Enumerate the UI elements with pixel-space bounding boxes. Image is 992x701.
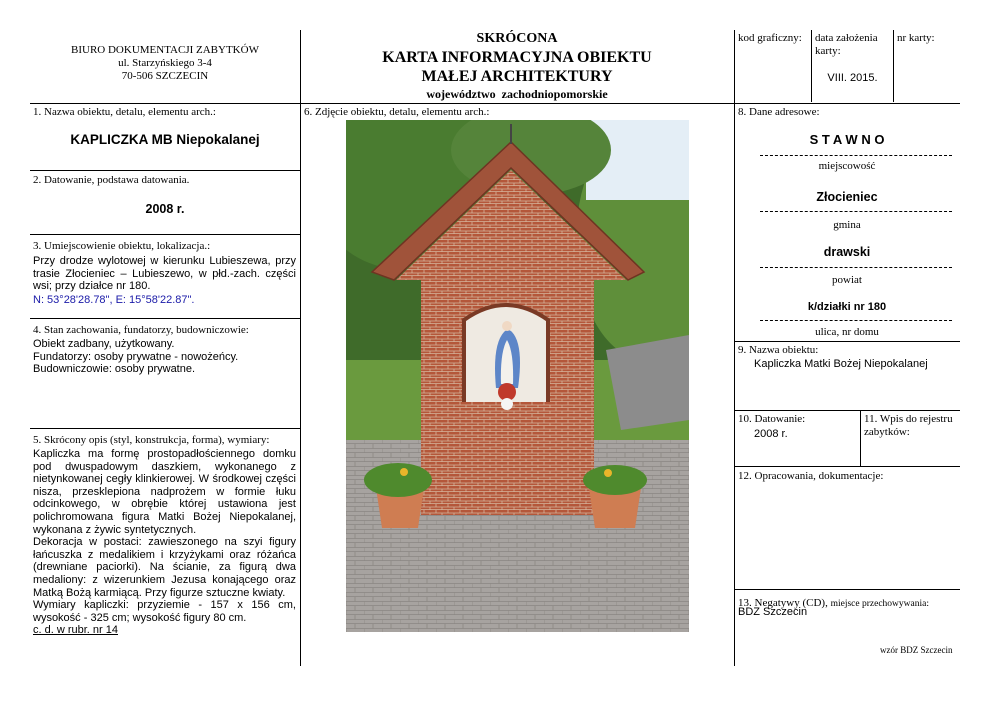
powiat-caption: powiat <box>832 274 862 286</box>
powiat-dash <box>760 267 952 268</box>
left-line-1 <box>30 170 300 171</box>
object-name-full: Kapliczka Matki Bożej Niepokalanej <box>754 358 928 370</box>
plant-right <box>583 465 647 495</box>
s13-label-main: 13. Negatywy (CD), <box>738 597 831 609</box>
office-city: 70-506 SZCZECIN <box>121 70 209 82</box>
chapel-photo <box>346 120 689 632</box>
left-line-4 <box>30 428 300 429</box>
card-number-label: nr karty: <box>897 32 935 44</box>
description-para-1: Kapliczka ma formę prostopadłościennego domku pod dwuspadowym daszkiem, wykonanego z nietynkowanej cegły klinkierowej. W środkowej części nisza, przesklepiona nadprożem w formie łuku odcinkowego, w obrębie której ustawiona jest polichromowana figura Matki Bożej Niepokalanej, wykonana z żywic syntetycznych. <box>33 448 296 536</box>
negatives-location: BDZ Szczecin <box>738 606 808 618</box>
madonna-head <box>502 321 512 331</box>
s8-label: 8. Dane adresowe: <box>738 106 820 118</box>
office-block <box>30 44 300 83</box>
flower-left <box>400 468 408 476</box>
street-caption: ulica, nr domu <box>815 326 879 338</box>
gmina-name: Złocieniec <box>816 190 878 204</box>
s9-label: 9. Nazwa obiektu: <box>738 344 819 356</box>
divider-right <box>734 30 735 666</box>
s1-label: 1. Nazwa obiektu, detalu, elementu arch.: <box>33 106 216 118</box>
office-street: ul. Starzyńskiego 3-4 <box>118 57 212 69</box>
left-line-2 <box>30 234 300 235</box>
s4-label: 4. Stan zachowania, fundatorzy, budowniczowie: <box>33 324 249 336</box>
gmina-caption: gmina <box>833 219 861 231</box>
s13-label-sub: miejsce przechowywania: <box>830 599 929 609</box>
description-block <box>33 448 296 637</box>
description-para-3: Wymiary kapliczki: przyziemie - 157 x 156 cm, wysokość - 325 cm; wysokość figury 80 cm. <box>33 599 296 624</box>
town-dash <box>760 155 952 156</box>
founders-line: Fundatorzy: osoby prywatne - nowożeńcy. <box>33 350 239 363</box>
title-line-2: KARTA INFORMACYJNA OBIEKTU <box>382 49 652 66</box>
s10-value: 2008 r. <box>754 428 788 440</box>
right-line-12 <box>734 466 960 467</box>
s5-label: 5. Skrócony opis (styl, konstrukcja, forma), wymiary: <box>33 434 270 446</box>
office-name: BIURO DOKUMENTACJI ZABYTKÓW <box>71 44 259 56</box>
condition-block <box>33 338 296 376</box>
kod-graficzny-label: kod graficzny: <box>738 32 802 44</box>
condition-line: Obiekt zadbany, użytkowany. <box>33 338 175 350</box>
gmina-dash <box>760 211 952 212</box>
dating-value: 2008 r. <box>145 202 185 216</box>
object-name: KAPLICZKA MB Niepokalanej <box>70 132 260 147</box>
location-text: Przy drodze wylotowej w kierunku Lubieszewa, przy trasie Złocieniec – Lubieszewo, w płd.-zach. części wsi; przy działce nr 180. <box>33 255 296 292</box>
footer-template-note: wzór BDZ Szczecin <box>880 645 953 655</box>
right-divider-10-11 <box>860 410 861 466</box>
title-line-3: MAŁEJ ARCHITEKTURY <box>421 68 613 85</box>
coordinates: N: 53°28'28.78", E: 15°58'22.87". <box>33 294 195 306</box>
s2-label: 2. Datowanie, podstawa datowania. <box>33 174 190 186</box>
photo-road <box>606 335 689 430</box>
description-para-2: Dekoracja w postaci: zawieszonego na szyi figury łańcuszka z medalikiem i krzyżykami oraz różańca (drewniane paciorki). Na ścianie, za figurą dwa medaliony: z wizerunkiem Jezusa konającego oraz Matką Bożą karmiącą. Przy figurze sztuczne kwiaty. <box>33 536 296 599</box>
divider-left <box>300 30 301 666</box>
plant-left <box>364 463 432 497</box>
niche-vase <box>501 398 513 410</box>
street-dash <box>760 320 952 321</box>
continuation-note: c. d. w rubr. nr 14 <box>33 624 118 637</box>
title-line-1: SKRÓCONA <box>476 31 558 46</box>
voivodeship: województwo zachodniopomorskie <box>426 87 608 101</box>
flower-right <box>604 469 612 477</box>
s11-label: 11. Wpis do rejestru zabytków: <box>864 413 953 438</box>
town-caption: miejscowość <box>818 160 876 172</box>
s6-label: 6. Zdjęcie obiektu, detalu, elementu arch.: <box>304 106 490 118</box>
builders-line: Budowniczowie: osoby prywatne. <box>33 363 196 375</box>
header-bottom-line <box>30 103 960 104</box>
divider-header-1 <box>811 30 812 102</box>
s12-label: 12. Opracowania, dokumentacje: <box>738 470 884 482</box>
date-value: VIII. 2015. <box>827 72 878 84</box>
divider-header-2 <box>893 30 894 102</box>
town-name: S T A W N O <box>809 132 885 147</box>
right-line-9 <box>734 341 960 342</box>
s10-label: 10. Datowanie: <box>738 413 806 425</box>
s3-label: 3. Umiejscowienie obiektu, lokalizacja.: <box>33 240 211 252</box>
date-label: data założenia karty: <box>815 32 878 57</box>
right-line-10 <box>734 410 960 411</box>
street-value: k/działki nr 180 <box>807 301 887 313</box>
powiat-name: drawski <box>823 245 871 259</box>
left-line-3 <box>30 318 300 319</box>
title-block <box>300 30 734 102</box>
right-line-13 <box>734 589 960 590</box>
